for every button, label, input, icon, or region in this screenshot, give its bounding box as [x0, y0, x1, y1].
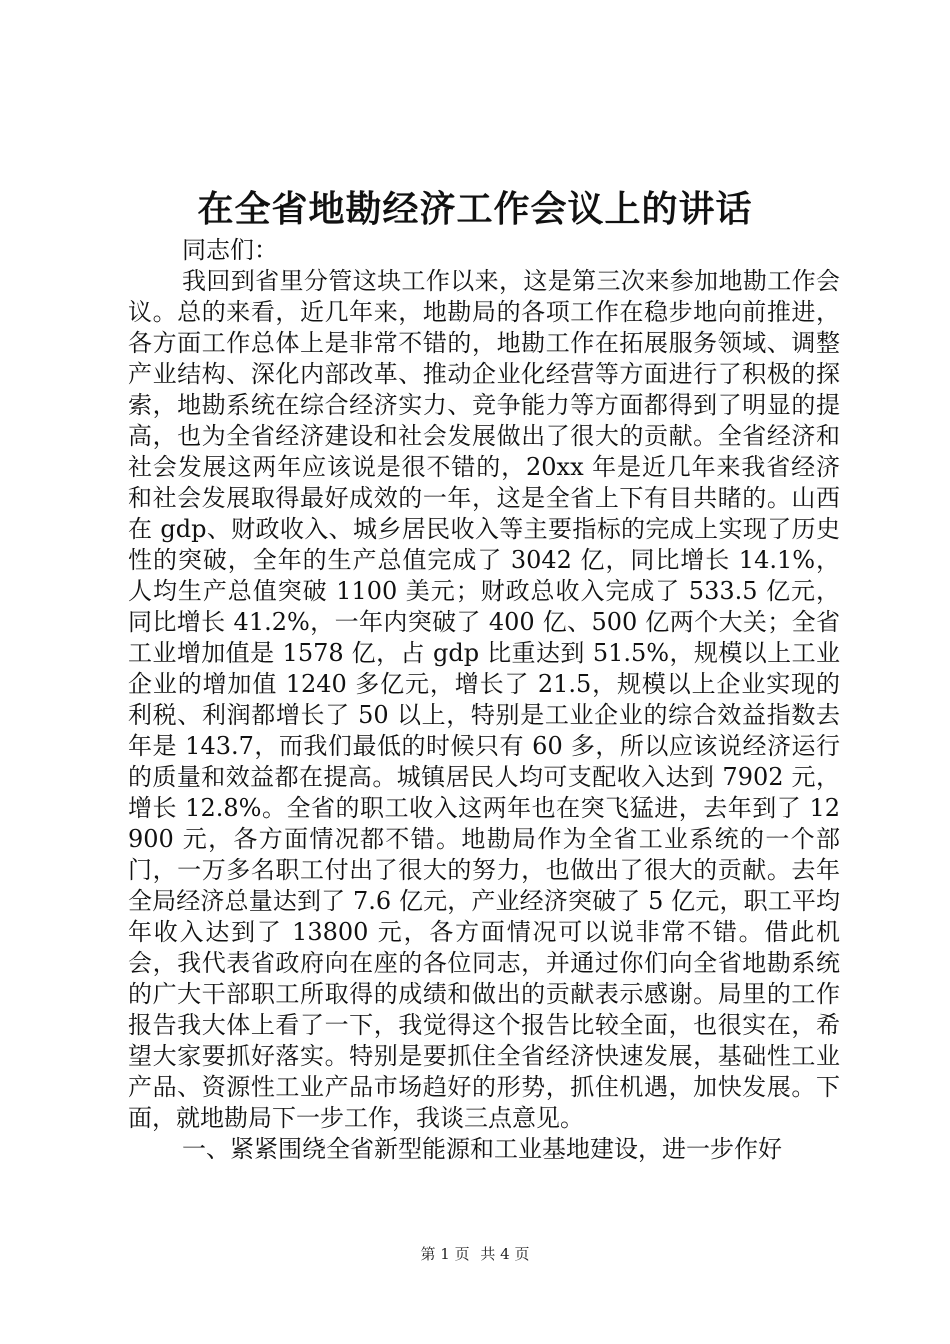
document-title: 在全省地勘经济工作会议上的讲话: [197, 188, 753, 230]
greeting-line: 同志们：: [182, 236, 278, 264]
paragraph-1: 我回到省里分管这块工作以来，这是第三次来参加地勘工作会议。总的来看，近几年来，地勘局的各项工作在稳步地向前推进，各方面工作总体上是非常不错的，地勘工作在拓展服务领域、调整产业结构、深化内部改革、推动企业化经营等方面进行了积极的探索，地勘系统在综合经济实力、竞争能力等方面都得到了明显的提高，也为全省经济建设和社会发展做出了很大的贡献。全省经济和社会发展这两年应该说是很不错的，20xx 年是近几年来我省经济和社会发展取得最好成效的一年，这是全省上下有目共睹的。山西在 gdp、财政收入、城乡居民收入等主要指标的完成上实现了历史性的突破，全年的生产总值完成了 3042 亿，同比增长 14.1%，人均生产总值突破 1100 美元；财政总收入完成了 533.5 亿元，同比增长 41.2%，一年内突破了 400 亿、500 亿两个大关；全省工业增加值是 1578 亿，占 gdp 比重达到 51.5%，规模以上工业企业的增加值 1240 多亿元，增长了 21.5，规模以上企业实现的利税、利润都增长了 50 以上，特别是工业企业的综合效益指数去年是 143.7，而我们最低的时候只有 60 多，所以应该说经济运行的质量和效益都在提高。城镇居民人均可支配收入达到 7902 元，增长 12.8%。全省的职工收入这两年也在突飞猛进，去年到了 12900 元，各方面情况都不错。地勘局作为全省工业系统的一个部门，一万多名职工付出了很大的努力，也做出了很大的贡献。去年全局经济总量达到了 7.6 亿元，产业经济突破了 5 亿元，职工平均年收入达到了 13800 元，各方面情况可以说非常不错。借此机会，我代表省政府向在座的各位同志，并通过你们向全省地勘系统的广大干部职工所取得的成绩和做出的贡献表示感谢。局里的工作报告我大体上看了一下，我觉得这个报告比较全面，也很实在，希望大家要抓好落实。特别是要抓住全省经济快速发展，基础性工业产品、资源性工业产品市场趋好的形势，抓住机遇，加快发展。下面，就地勘局下一步工作，我谈三点意见。: [128, 267, 840, 1132]
document-body: [128, 235, 840, 1165]
page-number: 第 1 页: [420, 1245, 470, 1263]
page-footer: [0, 1244, 950, 1264]
page-total: 共 4 页: [480, 1245, 530, 1263]
paragraph-2: 一、紧紧围绕全省新型能源和工业基地建设，进一步作好: [182, 1135, 782, 1163]
